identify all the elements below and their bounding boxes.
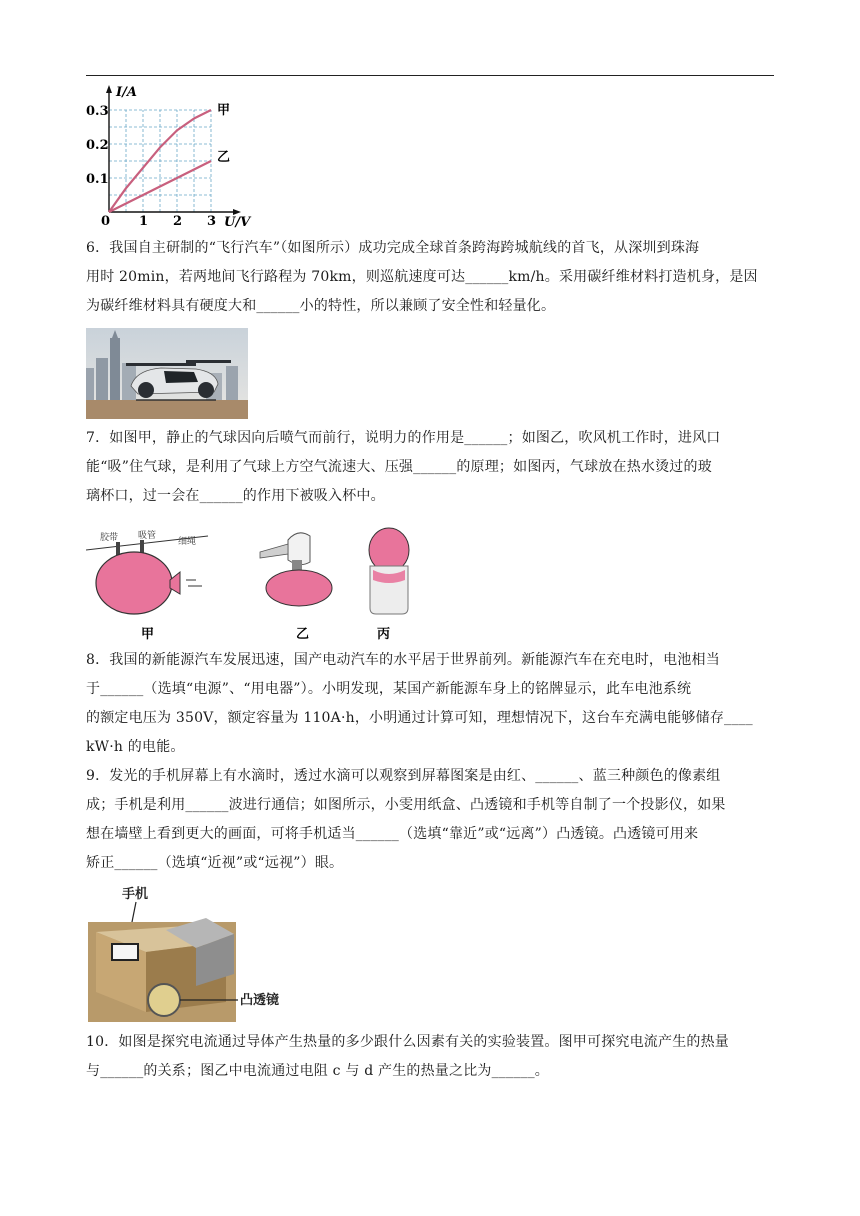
straw-label: 吸管: [138, 531, 157, 541]
q10-line: 10．如图是探究电流通过导体产生热量的多少跟什么因素有关的实验装置。图甲可探究电流产生的热量: [86, 1034, 730, 1050]
flying-car-photo: [86, 328, 248, 419]
series-label: 甲: [217, 103, 231, 118]
y-tick-label: 0.2: [86, 138, 109, 153]
air-jet: [186, 580, 202, 586]
y-tick-label: 0.1: [86, 172, 109, 187]
q8-line: 的额定电压为 350V，额定容量为 110A·h，小明通过计算可知，理想情况下，这台车充满电能够储存____: [86, 710, 753, 726]
balloon-jia: [96, 552, 172, 614]
q7-line: 7．如图甲，静止的气球因向后喷气而前行，说明力的作用是______；如图乙，吹风机工作时，进风口: [86, 430, 721, 446]
phone-label: 手机: [122, 887, 149, 902]
x-axis-label: U/V: [224, 215, 251, 230]
balloon-yi: [266, 570, 332, 606]
x-tick-label: 1: [139, 214, 149, 229]
q7-line: 璃杯口，过一会在______的作用下被吸入杯中。: [86, 488, 385, 504]
q9-line: 成；手机是利用______波进行通信；如图所示，小雯用纸盒、凸透镜和手机等自制了一个投影仪，如果: [86, 797, 726, 813]
x-tick-label: 3: [207, 214, 217, 229]
header-rule: [86, 75, 774, 76]
q7-line: 能“吸”住气球，是利用了气球上方空气流速大、压强______的原理；如图丙，气球放在热水烫过的玻: [86, 459, 712, 475]
y-axis-label: I/A: [116, 85, 137, 100]
question-7: [86, 424, 774, 511]
lens-shape: [148, 984, 180, 1016]
series-label: 乙: [217, 150, 231, 165]
x-tick-label: 0: [101, 214, 111, 229]
q6-line: 为碳纤维材料具有硬度大和______小的特性，所以兼顾了安全性和轻量化。: [86, 298, 556, 314]
lens-label: 凸透镜: [240, 993, 280, 1008]
iu-graph: [86, 82, 266, 230]
balloon-bing: [369, 528, 409, 572]
x-tick-label: 2: [173, 214, 183, 229]
q10-line: 与______的关系；图乙中电流通过电阻 c 与 d 产生的热量之比为______。: [86, 1063, 550, 1079]
question-8: [86, 646, 774, 762]
q9-line: 矫正______（选填“近视”或“远视”）眼。: [86, 855, 344, 871]
question-6: [86, 234, 774, 321]
hair-dryer: [288, 533, 310, 565]
label-yi: 乙: [296, 627, 310, 642]
tape-label: 胶带: [100, 533, 119, 543]
q8-line: kW·h 的电能。: [86, 739, 185, 755]
q8-line: 于______（选填“电源”、“用电器”）。小明发现，某国产新能源车身上的铭牌显示，此车电池系统: [86, 681, 692, 697]
q9-line: 9．发光的手机屏幕上有水滴时，透过水滴可以观察到屏幕图案是由红、______、蓝三种颜色的像素组: [86, 768, 721, 784]
question-10: [86, 1028, 774, 1086]
projector-photo: [86, 882, 306, 1024]
label-jia: 甲: [141, 627, 155, 642]
y-axis-arrow: [106, 85, 112, 93]
question-9: [86, 762, 774, 878]
string-label: 细绳: [178, 537, 197, 547]
phone-shape: [112, 944, 138, 960]
label-bing: 丙: [377, 627, 391, 642]
q8-line: 8．我国的新能源汽车发展迅速，国产电动汽车的水平居于世界前列。新能源汽车在充电时，电池相当: [86, 652, 720, 668]
y-tick-label: 0.3: [86, 104, 109, 119]
balloon-figures: [86, 522, 426, 644]
q6-line: 6．我国自主研制的“飞行汽车”（如图所示）成功完成全球首条跨海跨城航线的首飞，从深圳到珠海: [86, 240, 700, 256]
q9-line: 想在墙壁上看到更大的画面，可将手机适当______（选填“靠近”或“远离”）凸透镜。凸透镜可用来: [86, 826, 699, 842]
hair-dryer-nozzle: [260, 544, 288, 558]
graph-grid: [109, 110, 211, 212]
q6-line: 用时 20min，若两地间飞行路程为 70km，则巡航速度可达______km/h。采用碳纤维材料打造机身，是因: [86, 269, 758, 285]
